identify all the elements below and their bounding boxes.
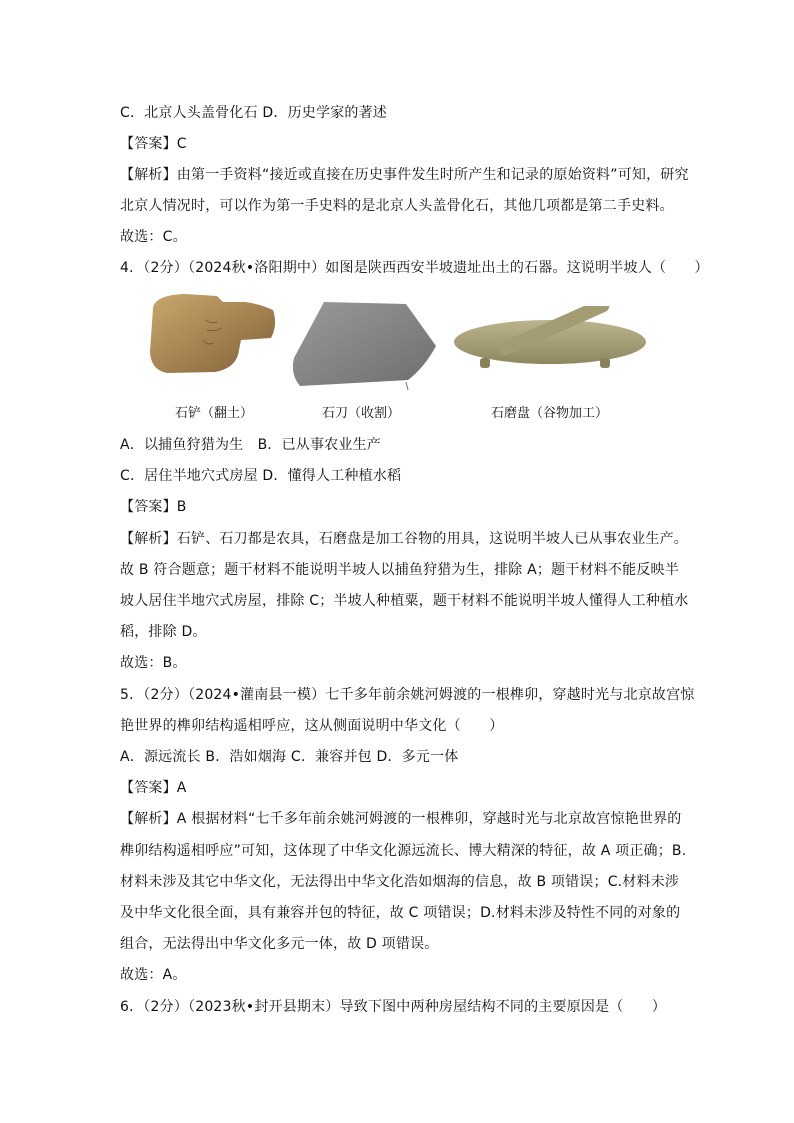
- q5-answer: 【答案】A: [120, 780, 187, 796]
- q4-answer: 【答案】B: [120, 499, 187, 515]
- q4-option-ab: A．以捕鱼狩猎为生 B．已从事农业生产: [120, 437, 381, 453]
- q5-analysis-line-2: 榫卯结构遥相呼应”可知，这体现了中华文化源远流长、博大精深的特征，故 A 项正确；B.: [120, 843, 687, 859]
- q5-question-line-2: 艳世界的榫卯结构遥相呼应，这从侧面说明中华文化（ ）: [120, 718, 504, 734]
- q4-analysis-line-2: 故 B 符合题意；题干材料不能说明半坡人以捕鱼狩猎为生，排除 A；题干材料不能反映半: [120, 562, 679, 578]
- q4-conclusion: 故选：B。: [120, 655, 187, 671]
- q5-analysis-line-3: 材料未涉及其它中华文化，无法得出中华文化浩如烟海的信息，故 B 项错误；C.材料未涉: [120, 874, 680, 890]
- q5-analysis-line-1: 【解析】A 根据材料“七千多年前余姚河姆渡的一根榫卯，穿越时光与北京故宫惊艳世界的: [120, 811, 682, 827]
- caption-stone-knife: 石刀（收割）: [322, 406, 401, 421]
- stone-knife-image: [288, 296, 438, 391]
- caption-stone-shovel: 石铲（翻土）: [175, 406, 254, 421]
- q3-analysis-line-2: 北京人情况时，可以作为第一手史料的是北京人头盖骨化石，其他几项都是第二手史料。: [120, 198, 674, 214]
- q4-analysis-line-4: 稻，排除 D。: [120, 624, 207, 640]
- q4-analysis-line-1: 【解析】石铲、石刀都是农具，石磨盘是加工谷物的用具，这说明半坡人已从事农业生产。: [120, 531, 688, 547]
- q4-question: 4．（2分）（2024秋•洛阳期中）如图是陕西西安半坡遗址出土的石器。这说明半坡人（ ）: [120, 260, 709, 276]
- caption-stone-quern: 石磨盘（谷物加工）: [491, 406, 609, 421]
- q5-analysis-line-4: 及中华文化很全面，具有兼容并包的特征，故 C 项错误；D.材料未涉及特性不同的对象的: [120, 905, 681, 921]
- q3-conclusion: 故选：C。: [120, 229, 187, 245]
- q5-conclusion: 故选：A。: [120, 967, 187, 983]
- q5-options: A．源远流长 B．浩如烟海 C．兼容并包 D．多元一体: [120, 749, 459, 765]
- q3-analysis-line-1: 【解析】由第一手资料“接近或直接在历史事件发生时所产生和记录的原始资料”可知，研究: [120, 167, 689, 183]
- q5-question-line-1: 5．（2分）（2024•灌南县一模）七千多年前余姚河姆渡的一根榫卯，穿越时光与北京故宫惊: [120, 687, 695, 703]
- q4-option-cd: C．居住半地穴式房屋 D．懂得人工种植水稻: [120, 468, 402, 484]
- stone-quern-image: [450, 306, 650, 378]
- q3-option-cd: C．北京人头盖骨化石 D．历史学家的著述: [120, 105, 388, 121]
- q6-question: 6．（2分）（2023秋•封开县期末）导致下图中两种房屋结构不同的主要原因是（ ）: [120, 999, 667, 1015]
- q5-analysis-line-5: 组合，无法得出中华文化多元一体，故 D 项错误。: [120, 936, 439, 952]
- q3-answer: 【答案】C: [120, 136, 187, 152]
- stone-shovel-image: [145, 290, 280, 375]
- q4-analysis-line-3: 坡人居住半地穴式房屋，排除 C；半坡人种植粟，题干材料不能说明半坡人懂得人工种植水: [120, 593, 689, 609]
